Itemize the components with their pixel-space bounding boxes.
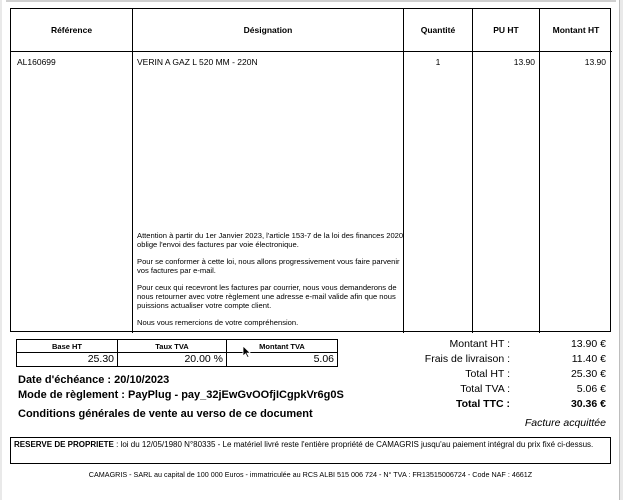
cell-designation: VERIN A GAZ L 520 MM - 220N <box>137 57 258 67</box>
total-label: Montant HT : <box>449 338 510 350</box>
reserve-text: : loi du 12/05/1980 N°80335 - Le matériel livré reste l'entière propriété de CAMAGRIS jusqu'au paiement intégral du prix fixé ci-dessus. <box>113 440 594 449</box>
column-divider <box>132 9 133 333</box>
total-value: 11.40 € <box>571 353 606 365</box>
cell-montant-ht: 13.90 <box>584 57 606 67</box>
notice-paragraph: Attention à partir du 1er Janvier 2023, l'article 153-7 de la loi des finances 2020 oblige l'envoi des factures par voie électronique. <box>137 231 404 249</box>
notice-paragraph: Pour se conformer à cette loi, nous allons progressivement vous faire parvenir vos factures par e-mail. <box>137 257 400 275</box>
reserve-title: RESERVE DE PROPRIETE <box>14 440 114 449</box>
notice-paragraph: Nous vous remercions de votre compréhension. <box>137 318 299 327</box>
header-divider <box>11 51 612 52</box>
cell-reference: AL160699 <box>17 57 56 67</box>
total-value: 25.30 € <box>570 368 606 380</box>
total-value: 13.90 € <box>570 338 606 350</box>
mouse-cursor-icon <box>242 346 252 358</box>
cell-pu-ht: 13.90 <box>513 57 535 67</box>
invoice-page <box>2 0 620 500</box>
tva-value-base: 25.30 <box>87 353 114 365</box>
tva-value-montant: 5.06 <box>313 353 334 365</box>
company-footer: CAMAGRIS - SARL au capital de 100 000 Euros - immatriculée au RCS ALBI 515 006 724 - N° TVA : FR13515006724 - Code NAF : 4661Z <box>88 470 533 479</box>
tva-header-montant: Montant TVA <box>259 341 305 351</box>
total-label: Total HT : <box>465 368 510 380</box>
tva-value-taux: 20.00 % <box>184 353 223 365</box>
header-montant-ht: Montant HT <box>552 25 600 35</box>
notice-paragraph: Pour ceux qui recevront les factures par courrier, nous vous demanderons de nous retourner avec votre règlement une adresse e-mail valide afin que nous puissions actualiser votre compte client. <box>137 283 397 310</box>
total-label: Total TVA : <box>460 383 510 395</box>
header-reference: Référence <box>50 25 93 35</box>
due-date: Date d'échéance : 20/10/2023 <box>18 374 170 386</box>
header-quantite: Quantité <box>420 25 456 35</box>
top-rule <box>6 0 616 2</box>
tva-table <box>16 339 338 367</box>
header-designation: Désignation <box>243 25 293 35</box>
tva-header-taux: Taux TVA <box>155 341 189 351</box>
paid-mention: Facture acquittée <box>524 417 606 429</box>
total-ttc-value: 30.36 € <box>570 398 606 410</box>
tva-header-base: Base HT <box>51 341 82 351</box>
header-pu-ht: PU HT <box>493 25 519 35</box>
items-table <box>10 8 611 332</box>
ownership-reserve-box <box>10 437 611 464</box>
terms-notice: Conditions générales de vente au verso de ce document <box>18 408 313 420</box>
total-label: Frais de livraison : <box>424 353 510 365</box>
cell-quantite: 1 <box>435 57 441 67</box>
electronic-invoice-notice <box>137 231 407 335</box>
payment-method: Mode de règlement : PayPlug - pay_32jEwGvOOfjICgpkVr6g0S <box>18 389 344 401</box>
total-ttc-label: Total TTC : <box>455 398 510 410</box>
total-value: 5.06 € <box>576 383 606 395</box>
